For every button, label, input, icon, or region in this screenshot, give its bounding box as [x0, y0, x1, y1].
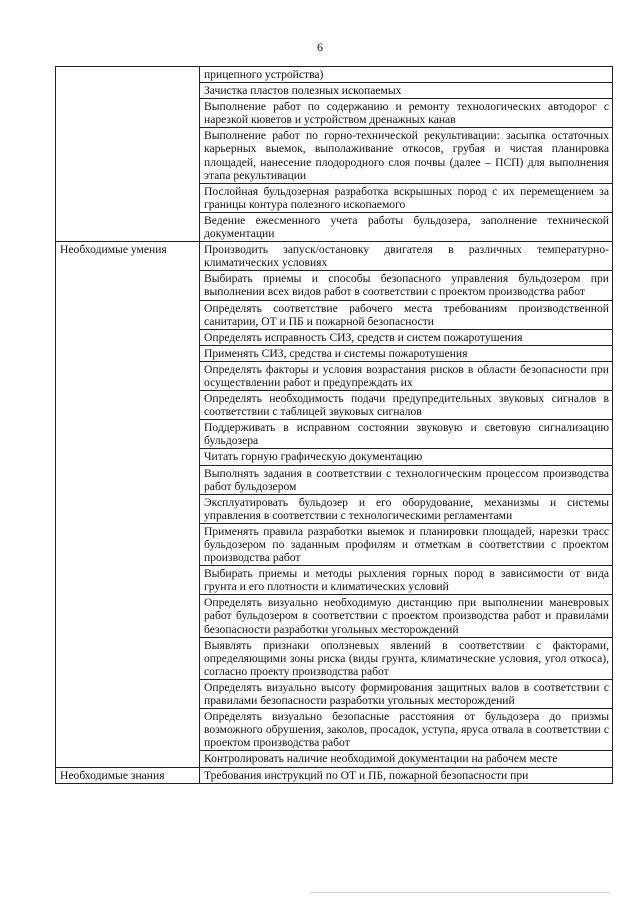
requirement-item: Определять визуально необходимую дистанцию при выполнении маневровых работ бульдозером в соответствии с проектом производства работ и правилами безопасности разработки угольных месторождений [200, 595, 613, 637]
table-row [56, 767, 613, 783]
table-row [56, 67, 613, 83]
requirement-item: Определять визуально безопасные расстояния от бульдозера до призмы возможного обрушения, заколов, просадок, уступа, яруса отвала в соответствии с проектом производства работ [200, 709, 613, 751]
section-label: Необходимые умения [56, 242, 200, 767]
requirement-item: Выполнять задания в соответствии с технологическим процессом производства работ бульдозером [200, 465, 613, 494]
requirement-item: Определять визуально высоту формирования защитных валов в соответствии с правилами безопасности разработки угольных месторождений [200, 679, 613, 708]
requirement-item: Контролировать наличие необходимой документации на рабочем месте [200, 751, 613, 767]
requirement-item: Определять соответствие рабочего места требованиям производственной санитарии, ОТ и ПБ и пожарной безопасности [200, 300, 613, 329]
section-label: Необходимые знания [56, 767, 200, 783]
scan-artifact-line [310, 892, 610, 893]
requirement-item: Определять факторы и условия возрастания рисков в области безопасности при осуществлении работ и предупреждать их [200, 361, 613, 390]
requirement-item: Определять необходимость подачи предупредительных звуковых сигналов в соответствии с таблицей звуковых сигналов [200, 391, 613, 420]
requirement-item: Производить запуск/остановку двигателя в различных температурно-климатических условиях [200, 242, 613, 271]
requirement-item: Выполнение работ по содержанию и ремонту технологических автодорог с нарезкой кюветов и устройством дренажных канав [200, 99, 613, 128]
requirement-item: Требования инструкций по ОТ и ПБ, пожарной безопасности при [200, 767, 613, 783]
requirement-item: Выбирать приемы и способы безопасного управления бульдозером при выполнении всех видов работ в соответствии с проектом производства работ [200, 271, 613, 300]
requirement-item: Определять исправность СИЗ, средств и систем пожаротушения [200, 329, 613, 345]
page-number: 6 [317, 40, 323, 54]
requirement-item: Выявлять признаки оползневых явлений в соответствии с факторами, определяющими зоны риска (виды грунта, климатические условия, угол откоса), согласно проекту производства работ [200, 637, 613, 679]
requirements-table [55, 66, 613, 784]
requirement-item: Эксплуатировать бульдозер и его оборудование, механизмы и системы управления в соответствии с технологическими регламентами [200, 494, 613, 523]
requirement-item: Поддерживать в исправном состоянии звуковую и световую сигнализацию бульдозера [200, 420, 613, 449]
requirement-item: Зачистка пластов полезных ископаемых [200, 83, 613, 99]
requirement-item: Послойная бульдозерная разработка вскрышных пород с их перемещением за границы контура полезного ископаемого [200, 183, 613, 212]
section-label-empty [56, 67, 200, 242]
requirement-item: Ведение ежесменного учета работы бульдозера, заполнение технической документации [200, 212, 613, 241]
requirement-item: Выбирать приемы и методы рыхления горных пород в зависимости от вида грунта и его плотности и климатических условий [200, 566, 613, 595]
requirement-item: Читать горную графическую документацию [200, 449, 613, 465]
table-row [56, 242, 613, 271]
requirement-item: Выполнение работ по горно-технической рекультивации: засыпка остаточных карьерных выемок, выполаживание откосов, грубая и чистая планировка площадей, нанесение плодородного слоя почвы (далее – ПСП) для выполнения этапа рекультивации [200, 128, 613, 183]
requirements-table-body [56, 67, 613, 784]
requirement-item: прицепного устройства) [200, 67, 613, 83]
requirement-item: Применять правила разработки выемок и планировки площадей, нарезки трасс бульдозером по заданным профилям и отметкам в соответствии с проектом производства работ [200, 523, 613, 565]
requirement-item: Применять СИЗ, средства и системы пожаротушения [200, 345, 613, 361]
